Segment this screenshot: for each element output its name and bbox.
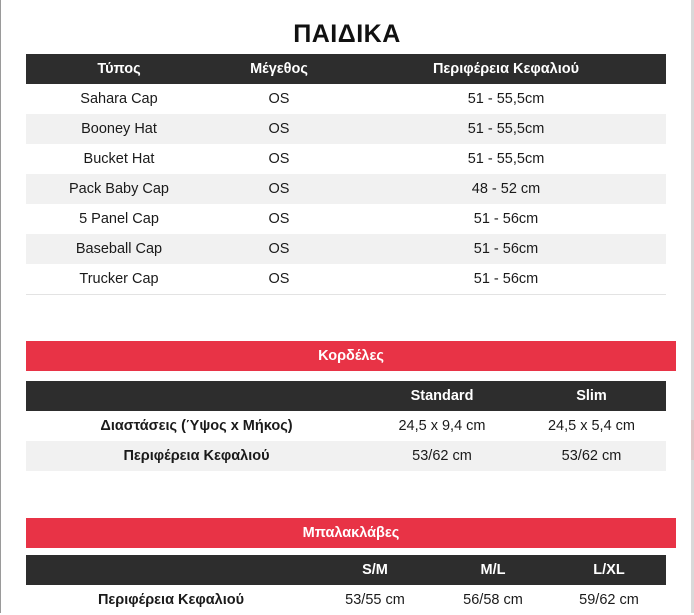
table-row [26,204,666,234]
cell-circumference: 51 - 55,5cm [467,151,545,167]
cell-size: OS [268,181,290,197]
header-head-circumference: Περιφέρεια Κεφαλιού [432,61,580,77]
page-title: ΠΑΙΔΙΚΑ [293,20,401,48]
row-label: Περιφέρεια Κεφαλιού [97,592,245,608]
header-slim: Slim [576,388,607,404]
cell-standard: 24,5 x 9,4 cm [398,418,486,434]
table-row [26,585,666,615]
cell-sm: 53/55 cm [345,592,405,608]
headbands-section-title: Κορδέλες [26,341,676,371]
table-row [26,144,666,174]
cell-circumference: 51 - 55,5cm [467,121,545,137]
cell-circumference: 51 - 56cm [473,241,539,257]
table-row [26,264,666,294]
table-row [26,174,666,204]
table-header-row [26,381,666,411]
table-divider [26,294,666,295]
window-left-border [0,0,1,613]
cell-circumference: 51 - 56cm [473,211,539,227]
cell-size: OS [268,151,290,167]
cell-type: Pack Baby Cap [69,181,169,197]
row-label: Διαστάσεις (Ύψος x Μήκος) [100,418,293,434]
cell-ml: 56/58 cm [463,592,523,608]
table-row [26,114,666,144]
table-header-row [26,54,666,84]
cell-standard: 53/62 cm [412,448,472,464]
header-lxl: L/XL [593,562,625,578]
cell-type: Trucker Cap [79,271,159,287]
balaclavas-table [26,555,666,615]
cell-slim: 53/62 cm [561,448,622,464]
table-header-row [26,555,666,585]
table-row [26,411,666,441]
header-size: Μέγεθος [250,61,308,77]
table-row [26,441,666,471]
row-label: Περιφέρεια Κεφαλιού [123,448,270,464]
cell-slim: 24,5 x 5,4 cm [547,418,636,434]
header-sm: S/M [362,562,388,578]
cell-size: OS [268,91,290,107]
balaclavas-section-title: Μπαλακλάβες [26,518,676,548]
headbands-table [26,381,666,471]
table-row [26,234,666,264]
cell-size: OS [268,211,290,227]
header-ml: M/L [480,562,506,578]
table-row [26,84,666,114]
cell-type: 5 Panel Cap [79,211,159,227]
cell-lxl: 59/62 cm [579,592,639,608]
cell-size: OS [268,241,290,257]
cell-type: Bucket Hat [83,151,155,167]
header-type: Τύπος [97,61,141,77]
cell-size: OS [268,121,290,137]
cell-circumference: 48 - 52 cm [471,181,541,197]
cell-circumference: 51 - 55,5cm [467,91,545,107]
cell-type: Booney Hat [81,121,157,137]
cell-type: Sahara Cap [80,91,158,107]
cell-size: OS [268,271,290,287]
kids-size-table [26,54,666,295]
cell-circumference: 51 - 56cm [473,271,539,287]
cell-type: Baseball Cap [75,241,163,257]
header-standard: Standard [410,388,474,404]
